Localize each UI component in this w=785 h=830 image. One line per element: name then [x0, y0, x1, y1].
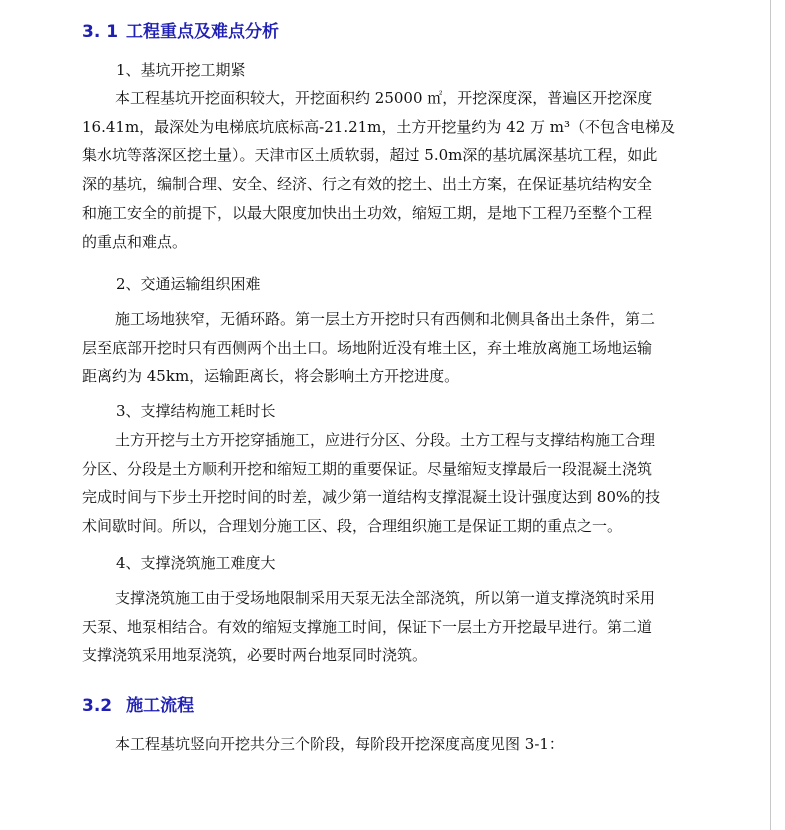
- paragraph-3: [82, 426, 690, 541]
- subheading-2: 2、交通运输组织困难: [116, 275, 261, 293]
- paragraph-line: 施工场地狭窄，无循环路。第一层土方开挖时只有西侧和北侧具备出土条件，第二: [115, 310, 656, 328]
- paragraph-4: [82, 584, 690, 670]
- paragraph-1: [82, 84, 690, 256]
- page-edge: [770, 0, 771, 830]
- paragraph-line: 术间歇时间。所以，合理划分施工区、段，合理组织施工是保证工期的重点之一。: [82, 517, 623, 536]
- section-title: 工程重点及难点分析: [126, 22, 280, 42]
- paragraph-line: 本工程基坑开挖面积较大，开挖面积约 25000 ㎡，开挖深度深，普遍区开挖深度: [115, 89, 653, 107]
- subheading-3: 3、支撑结构施工耗时长: [116, 402, 276, 420]
- paragraph-2: [82, 305, 690, 391]
- paragraph-3-2: [82, 730, 690, 759]
- section-title: 施工流程: [126, 696, 195, 716]
- subheading-4: 4、支撑浇筑施工难度大: [116, 554, 276, 572]
- section-number: 3. 1: [82, 22, 119, 42]
- paragraph-line: 和施工安全的前提下，以最大限度加快出土功效，缩短工期，是地下工程乃至整个工程: [82, 203, 653, 222]
- paragraph-line: 本工程基坑竖向开挖共分三个阶段，每阶段开挖深度高度见图 3-1：: [115, 735, 564, 753]
- paragraph-line: 的重点和难点。: [82, 232, 188, 251]
- section-heading-3-1: [82, 21, 279, 43]
- paragraph-line: 16.41m，最深处为电梯底坑底标高-21.21m，土方开挖量约为 42 万 m³（不包含电梯及: [82, 117, 676, 136]
- paragraph-line: 土方开挖与土方开挖穿插施工，应进行分区、分段。土方工程与支撑结构施工合理: [115, 431, 656, 449]
- paragraph-line: 深的基坑，编制合理、安全、经济、行之有效的挖土、出土方案，在保证基坑结构安全: [82, 175, 653, 194]
- paragraph-line: 支撑浇筑采用地泵浇筑，必要时两台地泵同时浇筑。: [82, 646, 428, 665]
- paragraph-line: 分区、分段是土方顺利开挖和缩短工期的重要保证。尽量缩短支撑最后一段混凝土浇筑: [82, 459, 653, 478]
- subheading-1: 1、基坑开挖工期紧: [116, 61, 246, 79]
- paragraph-line: 天泵、地泵相结合。有效的缩短支撑施工时间，保证下一层土方开挖最早进行。第二道: [82, 617, 653, 636]
- paragraph-line: 集水坑等落深区挖土量）。天津市区土质软弱，超过 5.0m深的基坑属深基坑工程，如此: [82, 146, 658, 165]
- paragraph-line: 完成时间与下步土开挖时间的时差，减少第一道结构支撑混凝土设计强度达到 80%的技: [82, 488, 661, 507]
- section-number: 3.2: [82, 696, 113, 716]
- paragraph-line: 支撑浇筑施工由于受场地限制采用天泵无法全部浇筑，所以第一道支撑浇筑时采用: [115, 589, 656, 607]
- paragraph-line: 距离约为 45km，运输距离长，将会影响土方开挖进度。: [82, 367, 460, 386]
- paragraph-line: 层至底部开挖时只有西侧两个出土口。场地附近没有堆土区，弃土堆放离施工场地运输: [82, 338, 653, 357]
- section-heading-3-2: [82, 695, 194, 717]
